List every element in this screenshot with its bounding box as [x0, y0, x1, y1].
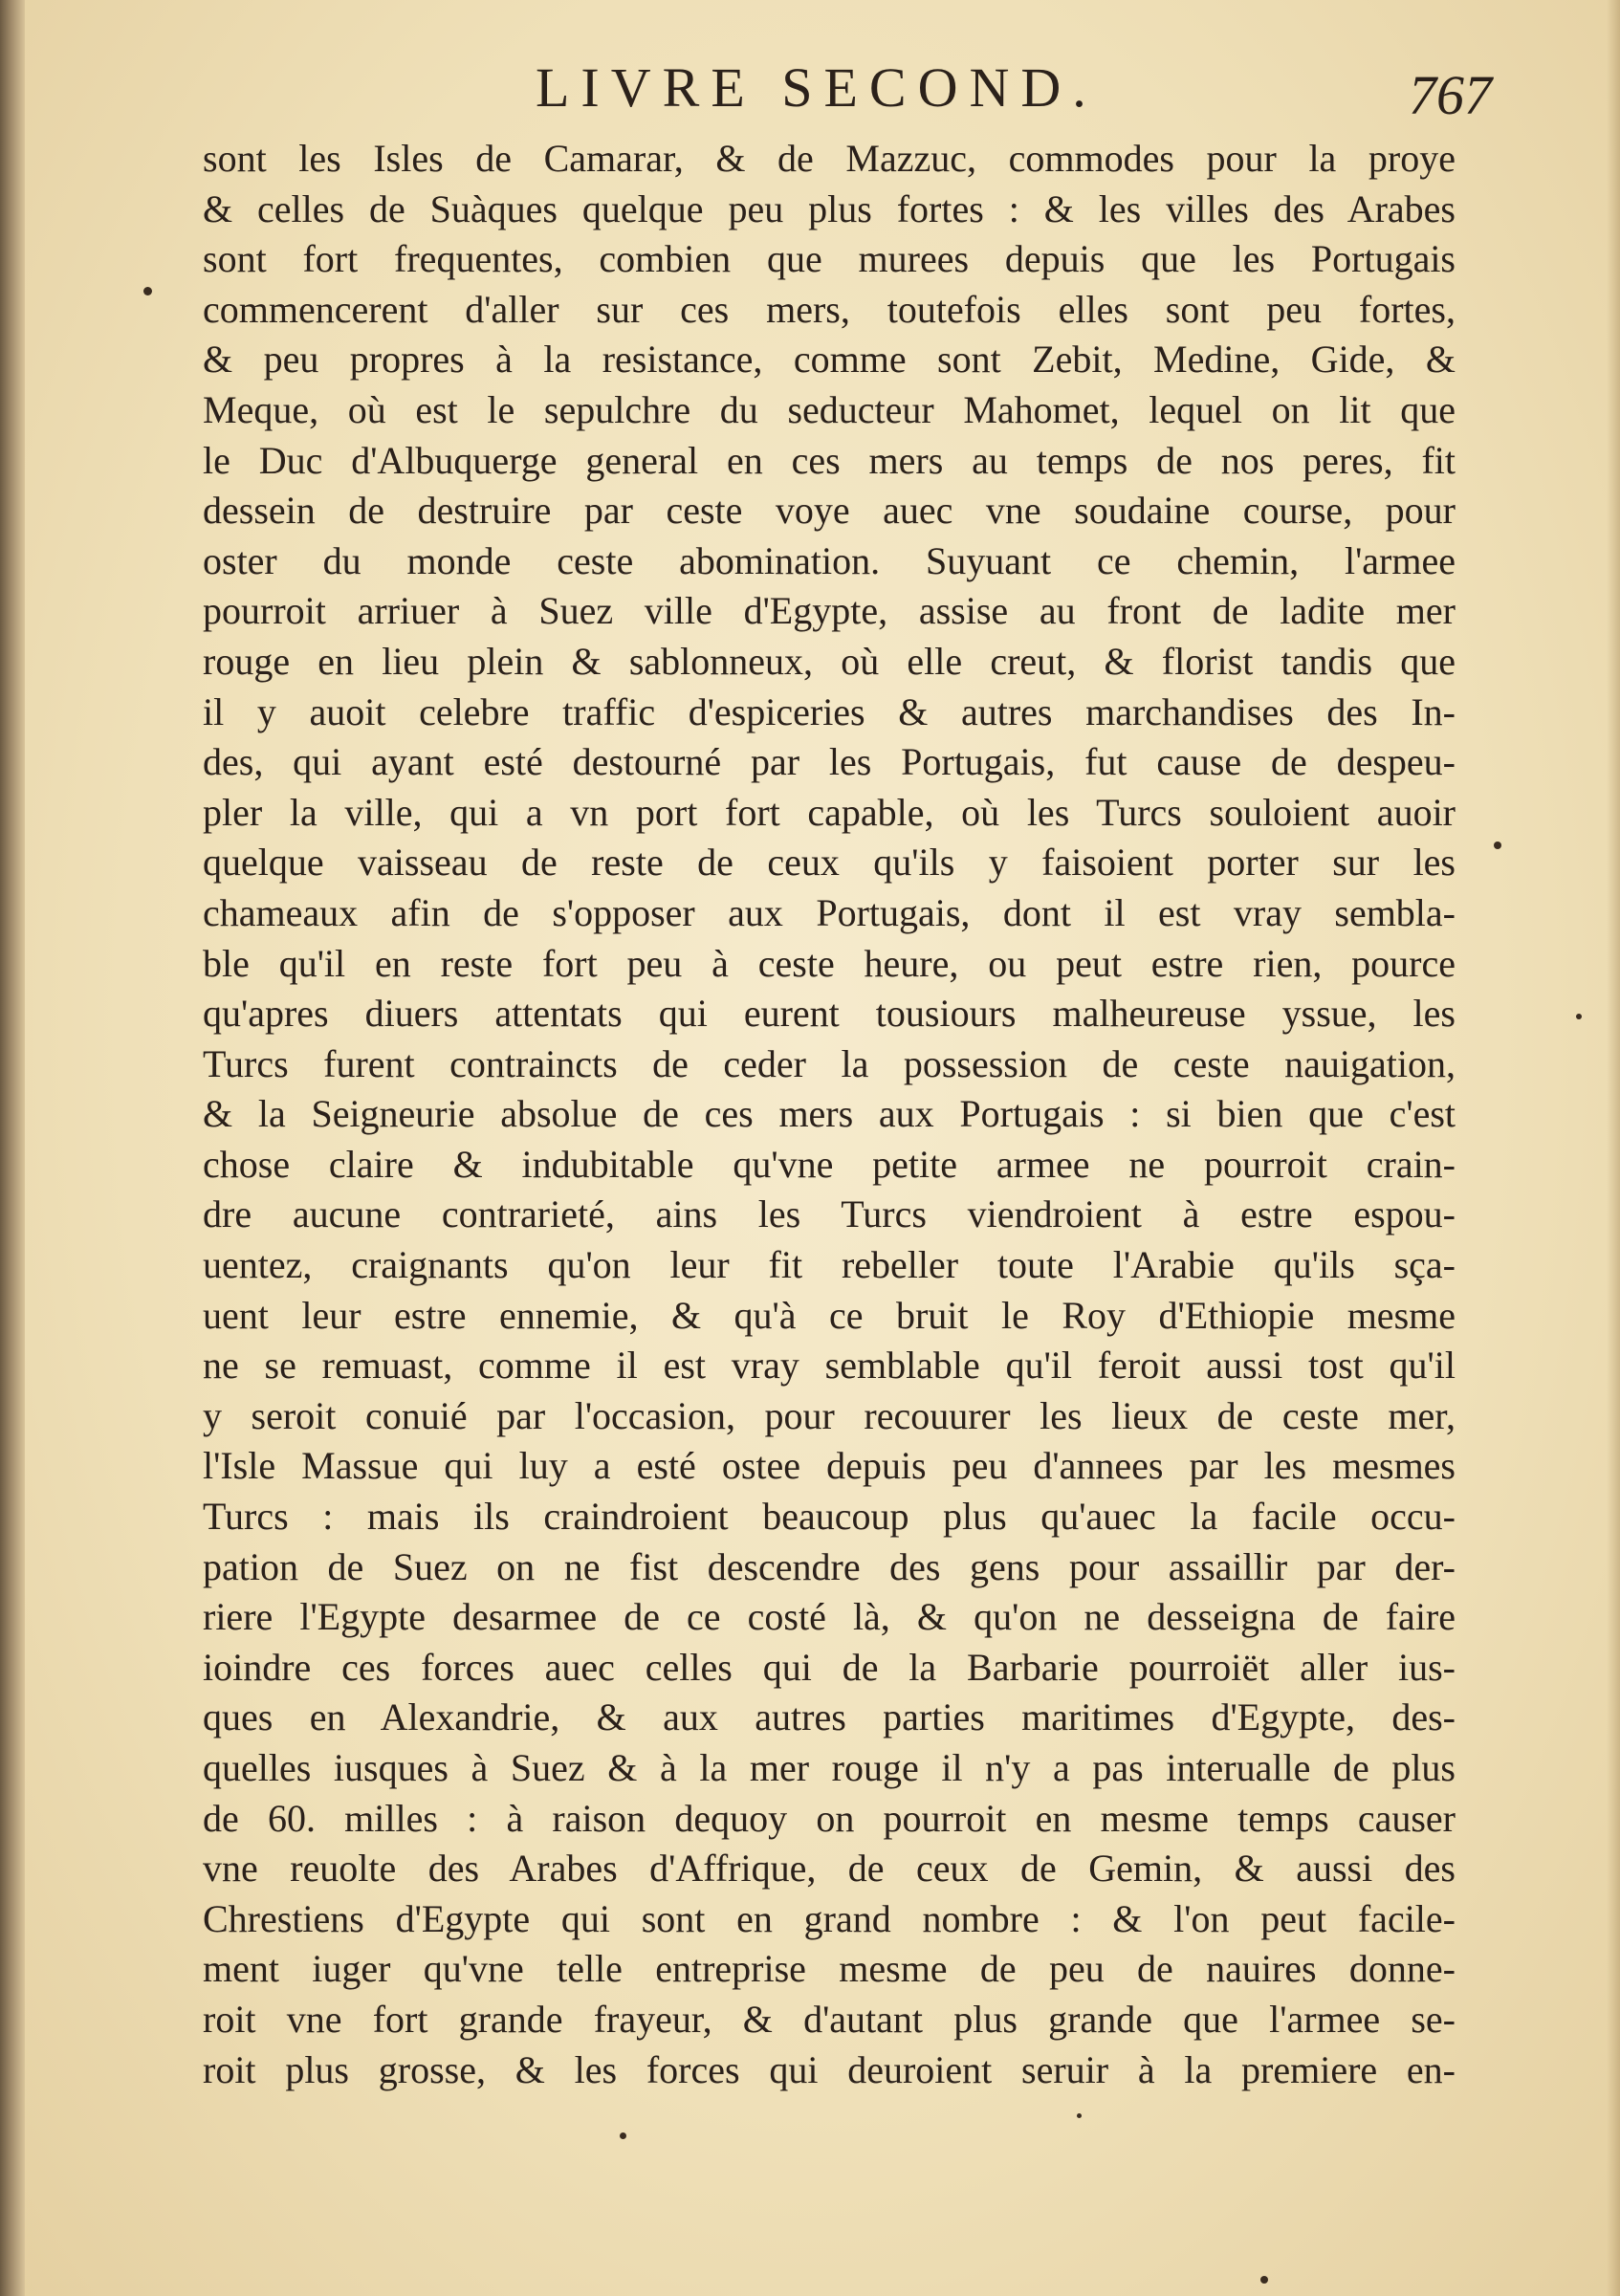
text-line: dre aucune contrarieté, ains les Turcs viendroient à estre espou- [203, 1192, 1456, 1236]
text-line: ble qu'il en reste fort peu à ceste heure, ou peut estre rien, pource [203, 941, 1456, 985]
text-line: quelles iusques à Suez & à la mer rouge il n'y a pas interualle de plus [203, 1746, 1456, 1789]
text-line: il y auoit celebre traffic d'espiceries & autres marchandises des In- [203, 689, 1456, 733]
text-line: oster du monde ceste abomination. Suyuant ce chemin, l'armee [203, 538, 1456, 582]
running-title: LIVRE SECOND. [536, 56, 1098, 119]
text-line: quelque vaisseau de reste de ceux qu'ils y faisoient porter sur les [203, 841, 1456, 885]
ink-speck [1260, 2276, 1268, 2284]
text-line: riere l'Egypte desarmee de ce costé là, & qu'on ne desseigna de faire [203, 1595, 1456, 1639]
text-line: commencerent d'aller sur ces mers, toutefois elles sont peu fortes, [203, 287, 1456, 331]
text-line: Chrestiens d'Egypte qui sont en grand nombre : & l'on peut facile- [203, 1896, 1456, 1940]
text-line: ques en Alexandrie, & aux autres parties maritimes d'Egypte, des- [203, 1695, 1456, 1739]
text-line: rouge en lieu plein & sablonneux, où elle creut, & florist tandis que [203, 639, 1456, 683]
text-line: Meque, où est le sepulchre du seducteur Mahomet, lequel on lit que [203, 387, 1456, 431]
text-line: dessein de destruire par ceste voye auec vne soudaine course, pour [203, 489, 1456, 533]
text-line: roit vne fort grande frayeur, & d'autant plus grande que l'armee se- [203, 1997, 1456, 2041]
text-line: uent leur estre ennemie, & qu'à ce bruit le Roy d'Ethiopie mesme [203, 1293, 1456, 1337]
text-line: & la Seigneurie absolue de ces mers aux Portugais : si bien que c'est [203, 1092, 1456, 1136]
ink-speck [143, 287, 152, 295]
body-text [203, 134, 1456, 2095]
text-line: vne reuolte des Arabes d'Affrique, de ceux de Gemin, & aussi des [203, 1847, 1456, 1891]
page-gutter [0, 0, 25, 2296]
text-line: pation de Suez on ne fist descendre des gens pour assaillir par der- [203, 1544, 1456, 1588]
ink-speck [1576, 1014, 1582, 1019]
text-line: & celles de Suàques quelque peu plus fortes : & les villes des Arabes [203, 186, 1456, 230]
text-line: ioindre ces forces auec celles qui de la Barbarie pourroiët aller ius- [203, 1645, 1456, 1689]
text-line: ne se remuast, comme il est vray semblable qu'il feroit aussi tost qu'il [203, 1344, 1456, 1388]
text-line: pler la ville, qui a vn port fort capable, où les Turcs souloient auoir [203, 790, 1456, 834]
text-line: l'Isle Massue qui luy a esté ostee depuis peu d'annees par les mesmes [203, 1444, 1456, 1488]
ink-speck [1077, 2113, 1082, 2118]
ink-speck [1494, 842, 1501, 849]
text-line: Turcs : mais ils craindroient beaucoup plus qu'auec la facile occu- [203, 1495, 1456, 1539]
page-number: 767 [1409, 64, 1492, 126]
text-line: de 60. milles : à raison dequoy on pourroit en mesme temps causer [203, 1796, 1456, 1840]
text-line: ment iuger qu'vne telle entreprise mesme de peu de nauires donne- [203, 1947, 1456, 1991]
text-line: roit plus grosse, & les forces qui deuroient seruir à la premiere en- [203, 2047, 1456, 2091]
text-line: le Duc d'Albuquerge general en ces mers au temps de nos peres, fit [203, 438, 1456, 482]
page-edge [1607, 0, 1620, 2296]
text-line: chameaux afin de s'opposer aux Portugais, dont il est vray sembla- [203, 890, 1456, 934]
text-line: y seroit conuié par l'occasion, pour recouurer les lieux de ceste mer, [203, 1393, 1456, 1437]
text-line: sont fort frequentes, combien que murees depuis que les Portugais [203, 237, 1456, 281]
text-line: pourroit arriuer à Suez ville d'Egypte, assise au front de ladite mer [203, 589, 1456, 633]
text-line: sont les Isles de Camarar, & de Mazzuc, commodes pour la proye [203, 137, 1456, 180]
text-line: Turcs furent contraincts de ceder la possession de ceste nauigation, [203, 1041, 1456, 1085]
running-head [191, 55, 1492, 132]
text-line: qu'apres diuers attentats qui eurent tousiours malheureuse yssue, les [203, 992, 1456, 1036]
text-line: & peu propres à la resistance, comme sont Zebit, Medine, Gide, & [203, 338, 1456, 382]
text-line: uentez, craignants qu'on leur fit rebeller toute l'Arabie qu'ils sça- [203, 1243, 1456, 1287]
ink-speck [620, 2132, 626, 2139]
text-line: chose claire & indubitable qu'vne petite armee ne pourroit crain- [203, 1142, 1456, 1186]
text-line: des, qui ayant esté destourné par les Portugais, fut cause de despeu- [203, 740, 1456, 784]
